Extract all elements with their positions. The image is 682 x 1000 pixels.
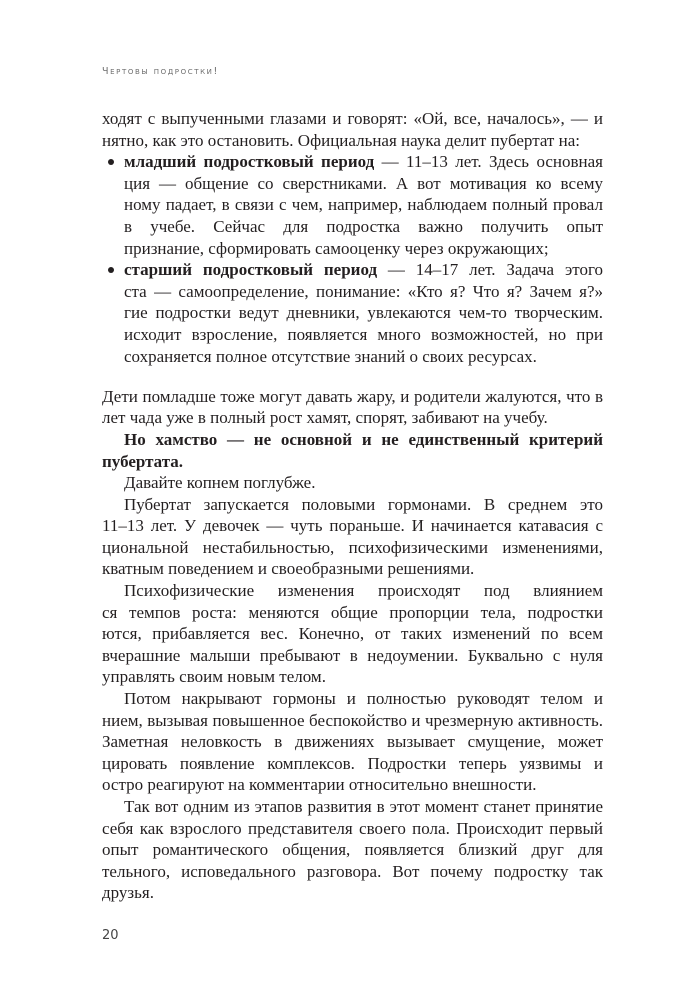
bullet-term: старший подростковый период <box>124 260 378 280</box>
line-text: кватным поведением и своеобразными решениями. <box>102 559 475 579</box>
line-text: лет чада уже в полный рост хамят, спорят, забивают на учебу. <box>102 408 548 428</box>
text-line <box>102 130 603 152</box>
line-text: цировать появление комплексов. Подростки теперь уязвимы и <box>102 753 603 773</box>
bullet-item <box>102 259 603 367</box>
line-text: пубертата. <box>102 451 184 471</box>
text-line <box>102 108 603 130</box>
line-text: тельного, исповедального разговора. Вот почему подростку так <box>102 861 603 881</box>
text-line <box>102 151 603 173</box>
text-line <box>102 194 603 216</box>
paragraph <box>102 386 603 429</box>
text-line <box>102 645 603 667</box>
paragraph-gap <box>102 367 603 386</box>
bullet-term: младший подростковый период <box>124 152 375 172</box>
paragraph <box>102 108 603 151</box>
text-line <box>102 259 603 281</box>
line-text: нятно, как это остановить. Официальная наука делит пубертат на: <box>102 130 580 150</box>
line-text: опыт романтического общения, появляется близкий друг для <box>102 840 603 860</box>
bullet-icon <box>108 159 114 165</box>
text-line <box>102 238 603 260</box>
line-text: Так вот одним из этапов развития в этот момент станет принятие <box>124 797 603 816</box>
text-line <box>102 710 603 732</box>
text-line <box>102 346 603 368</box>
line-text: ному падает, в связи с чем, например, наблюдаем полный провал <box>124 195 603 215</box>
line-text: нием, вызывая повышенное беспокойство и чрезмерную активность. <box>102 710 603 730</box>
text-line <box>102 688 603 710</box>
bullet-icon <box>108 267 114 273</box>
paragraph <box>102 494 603 580</box>
text-line <box>102 515 603 537</box>
text-line <box>102 386 603 408</box>
text-line <box>102 407 603 429</box>
line-text: ся темпов роста: меняются общие пропорции тела, подростки <box>102 602 603 622</box>
line-text: Дети помладше тоже могут давать жару, и родители жалуются, что в <box>102 386 603 406</box>
text-line <box>102 731 603 753</box>
line-text: себя как взрослого представителя своего пола. Происходит первый <box>102 818 603 838</box>
text-line <box>102 451 603 473</box>
text-line <box>102 839 603 861</box>
line-text: управлять своим новым телом. <box>102 667 326 687</box>
line-text: признание, сформировать самооценку через окружающих; <box>124 238 549 258</box>
line-text: сохраняется полное отсутствие знаний о своих ресурсах. <box>124 346 537 366</box>
text-line <box>102 861 603 883</box>
text-line <box>102 302 603 324</box>
text-line <box>102 537 603 559</box>
line-text: остро реагируют на комментарии относительно внешности. <box>102 775 537 795</box>
line-text: исходит взросление, появляется много возможностей, но при <box>124 324 603 344</box>
text-line <box>102 429 603 451</box>
line-text: 11–13 лет. У девочек — чуть пораньше. И начинается катавасия с <box>102 516 603 536</box>
line-text: ются, прибавляется вес. Конечно, от таких изменений по всем <box>102 624 603 644</box>
page-number: 20 <box>102 928 119 943</box>
text-line <box>102 623 603 645</box>
line-text: ходят с выпученными глазами и говорят: «Ой, все, началось», — и <box>102 109 603 128</box>
line-text: ста — самоопределение, понимание: «Кто я? Что я? Зачем я?» <box>124 281 603 301</box>
line-text: Потом накрывают гормоны и полностью руководят телом и <box>124 689 603 709</box>
line-text: циональной нестабильностью, психофизическими изменениями, <box>102 537 603 557</box>
text-line <box>102 666 603 688</box>
bullet-text: — 14–17 лет. Задача этого <box>387 260 603 280</box>
text-line <box>102 774 603 796</box>
text-line <box>102 494 603 516</box>
paragraph <box>102 688 603 796</box>
paragraph <box>102 796 603 904</box>
text-line <box>102 472 603 494</box>
text-line <box>102 324 603 346</box>
line-text: Но хамство — не основной и не единственный критерий <box>124 429 603 449</box>
line-text: вчерашние малыши пребывают в недоумении. Буквально с нуля <box>102 645 603 665</box>
line-text: в учебе. Сейчас для подростка важно получить опыт <box>124 216 603 236</box>
line-text: Давайте копнем поглубже. <box>124 473 316 493</box>
line-text: друзья. <box>102 883 154 903</box>
text-line <box>102 580 603 602</box>
text-line <box>102 796 603 818</box>
bullet-text: — 11–13 лет. Здесь основная <box>381 152 603 172</box>
line-text: Заметная неловкость в движениях вызывает смущение, может <box>102 732 603 752</box>
text-line <box>102 281 603 303</box>
text-line <box>102 602 603 624</box>
paragraph <box>102 429 603 472</box>
paragraph <box>102 580 603 688</box>
bullet-item <box>102 151 603 259</box>
line-text: ция — общение со сверстниками. А вот мотивация ко всему <box>124 173 603 193</box>
text-line <box>102 753 603 775</box>
page-body <box>102 108 603 904</box>
paragraph <box>102 472 603 494</box>
line-text: гие подростки ведут дневники, увлекаются чем-то творческим. <box>124 303 603 323</box>
text-line <box>102 818 603 840</box>
text-line <box>102 173 603 195</box>
line-text: Пубертат запускается половыми гормонами. В среднем это <box>124 494 603 514</box>
running-head: Чертовы подростки! <box>102 66 219 77</box>
text-line <box>102 558 603 580</box>
text-line <box>102 216 603 238</box>
line-text: Психофизические изменения происходят под влиянием <box>124 581 603 601</box>
text-line <box>102 882 603 904</box>
